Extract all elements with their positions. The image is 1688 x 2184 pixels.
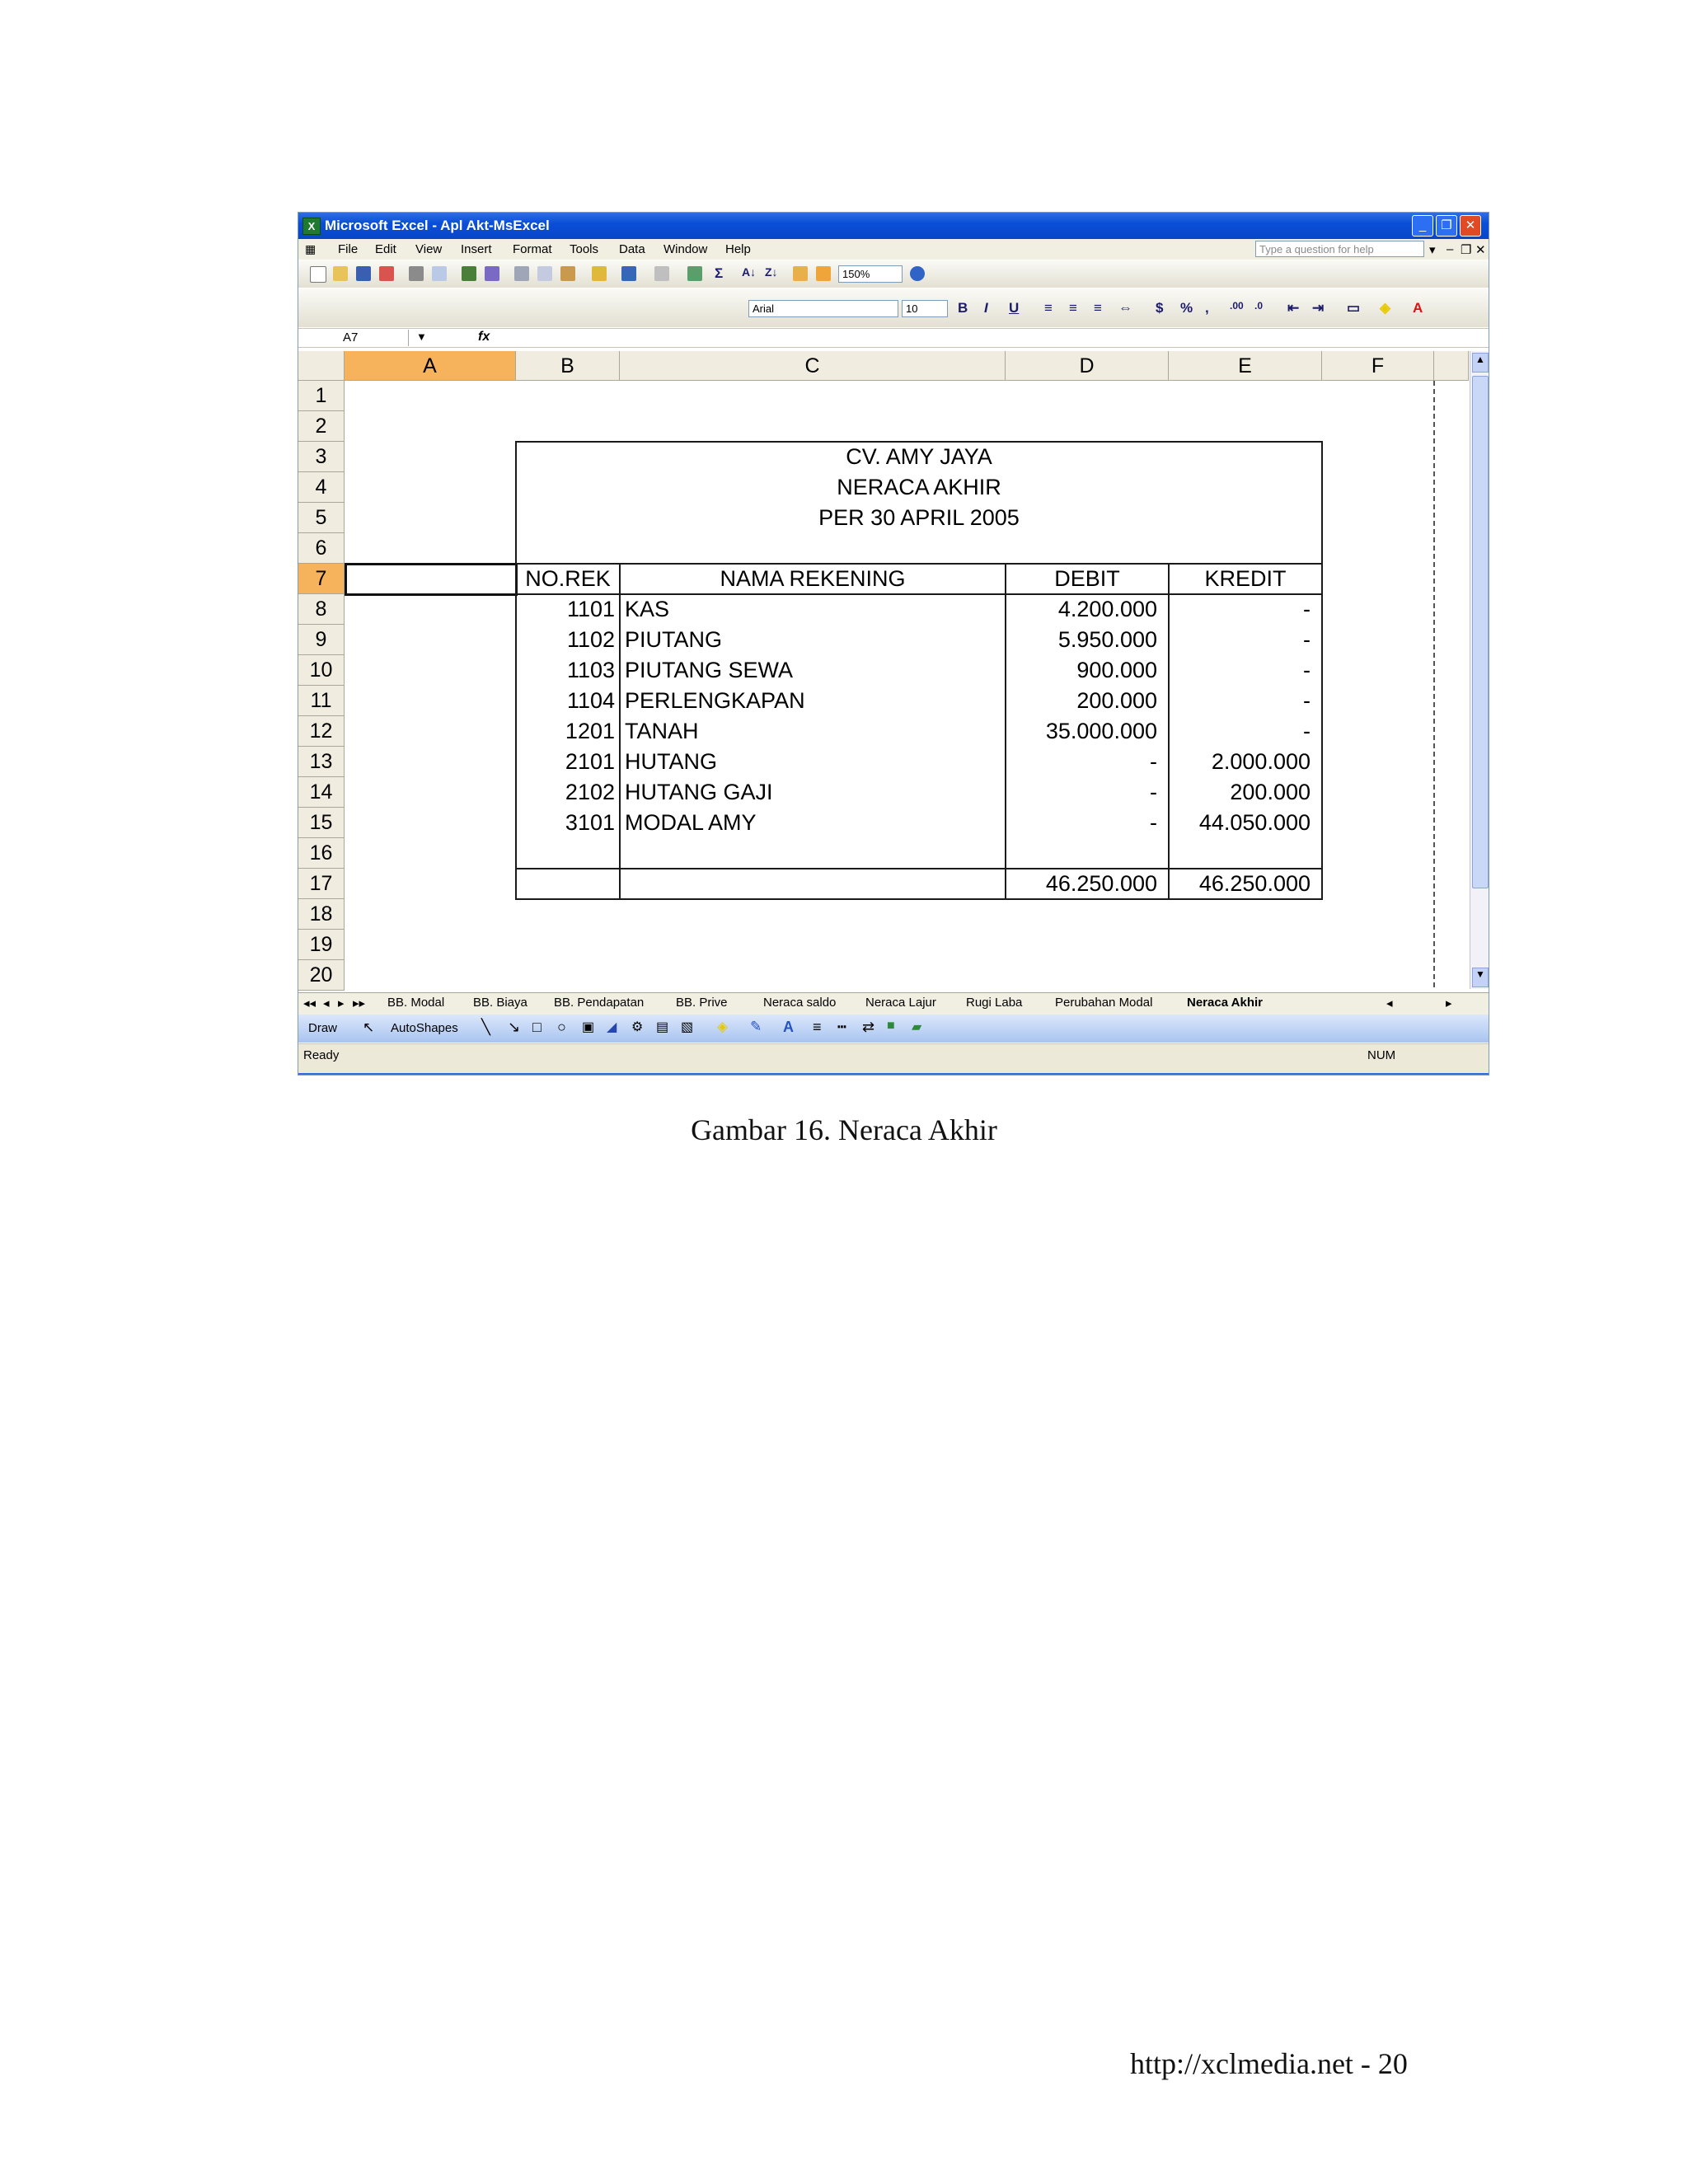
currency-icon[interactable]: $ [1156, 300, 1164, 316]
table-border [1321, 441, 1323, 900]
restore-button[interactable]: ❐ [1436, 215, 1457, 237]
row-header[interactable]: 13 [298, 747, 345, 777]
copy-icon[interactable] [537, 266, 552, 281]
tab-scroll-first-icon[interactable]: ◂◂ [303, 996, 316, 1010]
row-header[interactable]: 2 [298, 411, 345, 442]
table-border [516, 868, 1322, 869]
table-border [516, 593, 1322, 595]
font-select[interactable]: Arial [748, 300, 898, 317]
table-cell-no[interactable]: 2102 [565, 780, 615, 804]
table-cell-kredit[interactable]: 200.000 [1230, 780, 1311, 804]
column-header-g[interactable] [1434, 351, 1469, 381]
row-header[interactable]: 16 [298, 838, 345, 869]
drawing-icon[interactable] [816, 266, 831, 281]
table-cell-debit[interactable]: - [1150, 780, 1157, 804]
merge-center-icon[interactable]: ⇔ [1118, 300, 1132, 316]
open-icon[interactable] [333, 266, 348, 281]
row-header[interactable]: 6 [298, 533, 345, 564]
cut-icon[interactable] [514, 266, 529, 281]
table-cell-kredit[interactable]: - [1303, 688, 1311, 713]
table-cell-kredit[interactable]: - [1303, 658, 1311, 682]
table-cell-no[interactable]: 1102 [566, 627, 615, 652]
underline-icon[interactable]: U [1009, 300, 1020, 316]
decrease-indent-icon[interactable]: ⇤ [1287, 300, 1300, 316]
row-header[interactable]: 8 [298, 594, 345, 625]
scroll-up-icon[interactable]: ▲ [1472, 353, 1489, 373]
menu-help[interactable]: Help [725, 242, 751, 256]
tab-scroll-last-icon[interactable]: ▸▸ [353, 996, 366, 1010]
sort-descending-icon[interactable]: Z↓ [765, 265, 778, 279]
table-cell-nama[interactable]: HUTANG GAJI [625, 780, 773, 804]
minimize-button[interactable]: _ [1412, 215, 1433, 237]
scroll-down-icon[interactable]: ▼ [1472, 968, 1489, 987]
table-cell-debit[interactable]: 4.200.000 [1057, 597, 1157, 621]
header-nama-rekening[interactable]: NAMA REKENING [720, 566, 906, 591]
tab-neraca-lajur[interactable]: Neraca Lajur [865, 996, 936, 1010]
formatting-toolbar [298, 288, 1489, 327]
arrow-style-icon[interactable]: ⇄ [862, 1019, 875, 1035]
format-painter-icon[interactable] [592, 266, 607, 281]
font-color-icon[interactable]: A [1413, 300, 1423, 316]
table-cell-debit[interactable]: 200.000 [1076, 688, 1157, 713]
sort-ascending-icon[interactable]: A↓ [742, 265, 757, 279]
spelling-icon[interactable] [462, 266, 476, 281]
drawing-toolbar [298, 1015, 1489, 1043]
align-right-icon[interactable]: ≡ [1094, 300, 1102, 316]
select-objects-icon[interactable]: ↖ [363, 1019, 375, 1035]
table-border [619, 563, 621, 900]
help-icon[interactable] [910, 266, 925, 281]
column-header-f[interactable]: F [1322, 351, 1434, 381]
table-cell-debit[interactable]: 900.000 [1076, 658, 1157, 682]
tab-bb-prive[interactable]: BB. Prive [676, 996, 728, 1010]
font-color-draw-icon[interactable]: A [783, 1019, 794, 1035]
row-header[interactable]: 19 [298, 930, 345, 960]
decrease-decimal-icon[interactable]: .0 [1254, 300, 1264, 312]
close-button[interactable]: ✕ [1460, 215, 1481, 237]
table-cell-nama[interactable]: PIUTANG [625, 627, 723, 652]
table-cell-no[interactable]: 1104 [566, 688, 615, 713]
excel-screenshot [298, 212, 1489, 1076]
increase-indent-icon[interactable]: ⇥ [1312, 300, 1325, 316]
rectangle-icon[interactable]: □ [532, 1019, 542, 1035]
permission-icon[interactable] [379, 266, 394, 281]
page-break-line [1433, 381, 1435, 987]
fx-icon[interactable]: fx [478, 330, 490, 344]
table-cell-nama[interactable]: HUTANG [625, 749, 717, 774]
select-all-corner[interactable] [298, 351, 345, 381]
menu-format[interactable]: Format [513, 242, 552, 256]
excel-app-icon: X [302, 218, 321, 235]
doc-close-icon[interactable]: ✕ [1475, 243, 1486, 257]
window-title: Microsoft Excel - Apl Akt-MsExcel [325, 218, 550, 233]
name-box[interactable]: A7 [300, 330, 409, 346]
3d-icon[interactable]: ▰ [912, 1020, 922, 1034]
total-debit[interactable]: 46.250.000 [1045, 871, 1157, 896]
column-header-d[interactable]: D [1006, 351, 1169, 381]
table-cell-no[interactable]: 1201 [565, 719, 615, 743]
active-cell-a7[interactable] [345, 563, 518, 596]
comma-icon[interactable]: , [1205, 300, 1209, 316]
menu-file[interactable]: File [338, 242, 359, 256]
sheet-tab-bar [298, 992, 1489, 1015]
table-cell-debit[interactable]: - [1150, 749, 1157, 774]
title-bar [298, 213, 1489, 239]
page-footer: http://xclmedia.net - 20 [1130, 2047, 1408, 2080]
row-header[interactable]: 17 [298, 869, 345, 899]
menu-data[interactable]: Data [619, 242, 645, 256]
report-date[interactable]: PER 30 APRIL 2005 [818, 505, 1020, 530]
save-icon[interactable] [356, 266, 371, 281]
tab-neraca-saldo[interactable]: Neraca saldo [763, 996, 837, 1010]
hyperlink-icon[interactable] [687, 266, 702, 281]
undo-icon[interactable] [621, 266, 636, 281]
italic-icon[interactable]: I [984, 300, 988, 316]
table-cell-no[interactable]: 2101 [565, 749, 615, 774]
doc-minimize-icon[interactable]: – [1447, 242, 1454, 256]
tab-scroll-prev-icon[interactable]: ◂ [323, 996, 330, 1010]
status-num: NUM [1367, 1048, 1396, 1062]
dash-style-icon[interactable]: ┅ [837, 1019, 846, 1035]
line-color-icon[interactable]: ✎ [750, 1019, 762, 1034]
borders-icon[interactable]: ▭ [1347, 300, 1361, 316]
row-header[interactable]: 12 [298, 716, 345, 747]
textbox-icon[interactable]: ▣ [582, 1020, 595, 1034]
row-header[interactable]: 20 [298, 960, 345, 991]
menu-tools[interactable]: Tools [570, 242, 599, 256]
table-cell-nama[interactable]: KAS [625, 597, 670, 621]
table-border [1005, 563, 1006, 900]
tab-bb-biaya[interactable]: BB. Biaya [473, 996, 528, 1010]
menu-edit[interactable]: Edit [375, 242, 396, 256]
report-company[interactable]: CV. AMY JAYA [846, 444, 992, 469]
status-ready: Ready [303, 1048, 340, 1062]
wordart-icon[interactable]: ◢ [607, 1020, 617, 1034]
total-kredit[interactable]: 46.250.000 [1198, 871, 1311, 896]
table-cell-debit[interactable]: 5.950.000 [1057, 627, 1157, 652]
standard-toolbar [298, 260, 1489, 288]
row-header[interactable]: 14 [298, 777, 345, 808]
formula-bar [298, 328, 1489, 348]
tab-neraca-akhir[interactable]: Neraca Akhir [1187, 996, 1263, 1010]
row-header[interactable]: 4 [298, 472, 345, 503]
table-cell-debit[interactable]: 35.000.000 [1045, 719, 1157, 743]
header-debit[interactable]: DEBIT [1054, 566, 1120, 591]
draw-menu[interactable]: Draw [308, 1021, 338, 1035]
fill-color-icon[interactable]: ◈ [1380, 300, 1391, 316]
table-border [516, 898, 1322, 900]
print-icon[interactable] [409, 266, 424, 281]
table-cell-debit[interactable]: - [1150, 810, 1157, 835]
picture-icon[interactable]: ▧ [681, 1020, 694, 1034]
research-icon[interactable] [485, 266, 499, 281]
worksheet-grid[interactable] [298, 351, 1469, 987]
percent-icon[interactable]: % [1180, 300, 1193, 316]
column-header-b[interactable]: B [516, 351, 620, 381]
autosum-icon[interactable]: Σ [715, 265, 724, 281]
row-header[interactable]: 7 [298, 564, 345, 594]
row-header[interactable]: 18 [298, 899, 345, 930]
hscroll-right-icon[interactable]: ▸ [1446, 996, 1452, 1010]
shadow-icon[interactable]: ■ [887, 1019, 895, 1033]
table-cell-kredit[interactable]: - [1303, 719, 1311, 743]
new-icon[interactable] [310, 266, 326, 283]
menu-insert[interactable]: Insert [461, 242, 492, 256]
hscroll-left-icon[interactable]: ◂ [1386, 996, 1393, 1010]
scroll-thumb[interactable] [1472, 376, 1489, 888]
table-border [515, 441, 517, 900]
row-header[interactable]: 11 [298, 686, 345, 716]
line-style-icon[interactable]: ≡ [813, 1019, 822, 1035]
row-header[interactable]: 10 [298, 655, 345, 686]
row-header[interactable]: 5 [298, 503, 345, 533]
table-cell-kredit[interactable]: 2.000.000 [1211, 749, 1311, 774]
line-icon[interactable]: ╲ [481, 1019, 490, 1035]
table-cell-kredit[interactable]: - [1303, 627, 1311, 652]
bold-icon[interactable]: B [958, 300, 968, 316]
row-header[interactable]: 15 [298, 808, 345, 838]
table-cell-no[interactable]: 1101 [566, 597, 615, 621]
tab-bb-modal[interactable]: BB. Modal [387, 996, 445, 1010]
header-kredit[interactable]: KREDIT [1204, 566, 1287, 591]
table-cell-nama[interactable]: MODAL AMY [625, 810, 757, 835]
taskbar-strip [298, 1073, 1489, 1076]
document-icon: ▦ [305, 242, 316, 255]
table-border [1168, 563, 1170, 900]
name-box-dropdown-icon[interactable]: ▼ [416, 330, 427, 343]
align-center-icon[interactable]: ≡ [1069, 300, 1077, 316]
table-cell-nama[interactable]: TANAH [625, 719, 699, 743]
table-cell-no[interactable]: 3101 [565, 810, 615, 835]
print-preview-icon[interactable] [432, 266, 447, 281]
autoshapes-menu[interactable]: AutoShapes [391, 1021, 458, 1035]
menu-bar [298, 239, 1489, 260]
align-left-icon[interactable]: ≡ [1044, 300, 1053, 316]
font-size-select[interactable]: 10 [902, 300, 948, 317]
table-cell-nama[interactable]: PIUTANG SEWA [625, 658, 794, 682]
zoom-select[interactable]: 150% [838, 265, 903, 283]
column-header-e[interactable]: E [1169, 351, 1322, 381]
tab-rugi-laba[interactable]: Rugi Laba [966, 996, 1023, 1010]
menu-window[interactable]: Window [663, 242, 708, 256]
column-header-a[interactable]: A [345, 351, 516, 381]
redo-icon[interactable] [654, 266, 669, 281]
help-search-input[interactable]: Type a question for help [1255, 241, 1424, 257]
arrow-icon[interactable]: ↘ [508, 1019, 521, 1035]
column-header-c[interactable]: C [620, 351, 1006, 381]
table-cell-kredit[interactable]: - [1303, 597, 1311, 621]
table-border [516, 441, 1322, 443]
tab-perubahan-modal[interactable]: Perubahan Modal [1055, 996, 1153, 1010]
figure-caption: Gambar 16. Neraca Akhir [691, 1113, 997, 1146]
table-cell-kredit[interactable]: 44.050.000 [1198, 810, 1311, 835]
row-header[interactable]: 3 [298, 442, 345, 472]
row-header[interactable]: 1 [298, 381, 345, 411]
paste-icon[interactable] [560, 266, 575, 281]
diagram-icon[interactable]: ⚙ [631, 1020, 644, 1034]
table-border [516, 563, 1322, 565]
table-cell-no[interactable]: 1103 [566, 658, 615, 682]
menu-view[interactable]: View [415, 242, 443, 256]
oval-icon[interactable]: ○ [557, 1019, 566, 1035]
row-header[interactable]: 9 [298, 625, 345, 655]
status-bar [298, 1043, 1489, 1076]
chart-wizard-icon[interactable] [793, 266, 808, 281]
report-title[interactable]: NERACA AKHIR [837, 475, 1001, 499]
clipart-icon[interactable]: ▤ [656, 1020, 669, 1034]
increase-decimal-icon[interactable]: .00 [1230, 300, 1244, 312]
vertical-scrollbar[interactable] [1470, 351, 1489, 989]
dropdown-icon[interactable]: ▾ [1429, 243, 1436, 257]
tab-bb-pendapatan[interactable]: BB. Pendapatan [554, 996, 645, 1010]
fill-color-draw-icon[interactable]: ◈ [717, 1019, 729, 1034]
tab-scroll-next-icon[interactable]: ▸ [338, 996, 345, 1010]
doc-restore-icon[interactable]: ❐ [1461, 243, 1472, 257]
table-cell-nama[interactable]: PERLENGKAPAN [625, 688, 805, 713]
header-no-rek[interactable]: NO.REK [525, 566, 611, 591]
